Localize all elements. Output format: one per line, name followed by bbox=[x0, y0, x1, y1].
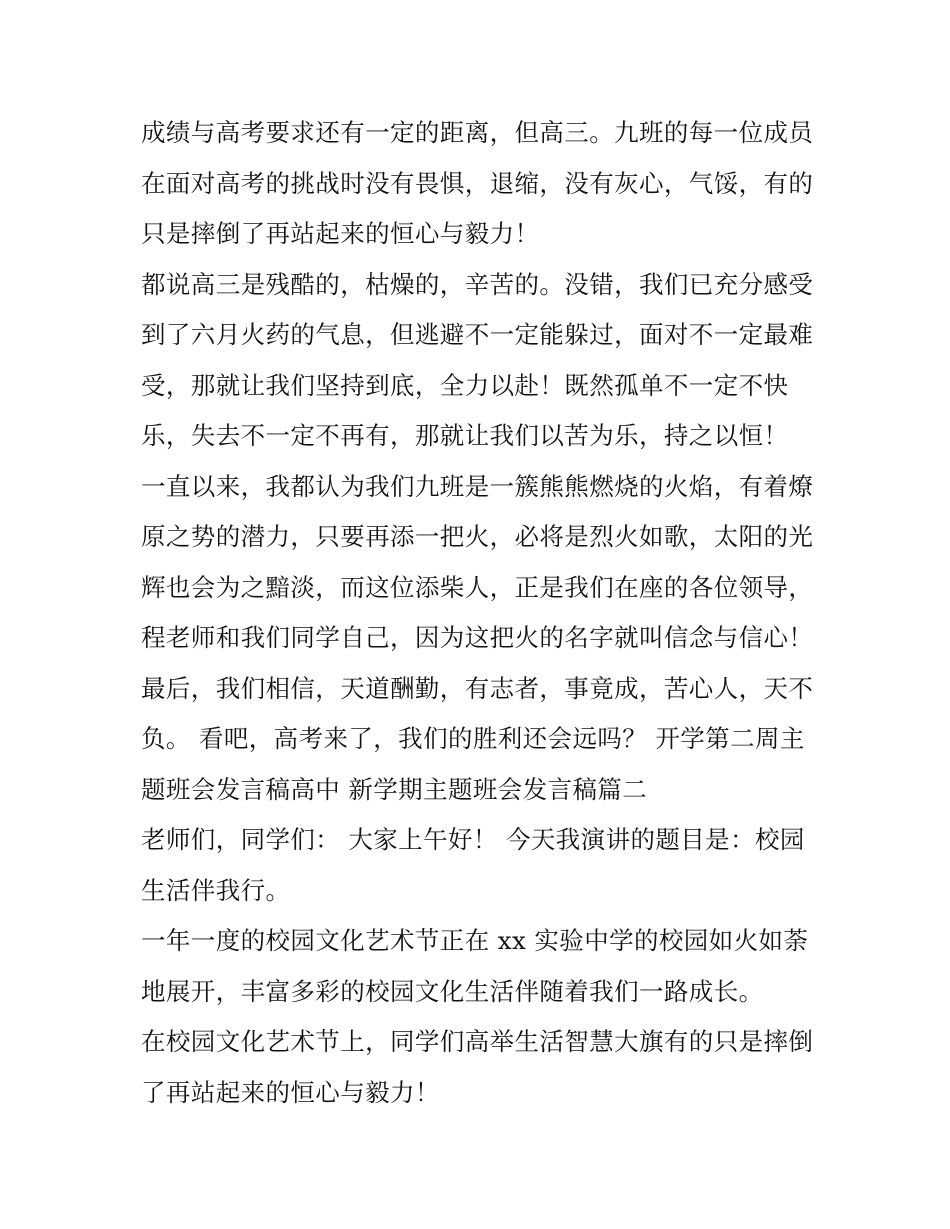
text-line: 辉也会为之黯淡，而这位添柴人，正是我们在座的各位领导， bbox=[141, 572, 814, 602]
text-line: 生活伴我行。 bbox=[141, 875, 291, 905]
text-line: 了再站起来的恒心与毅力！ bbox=[141, 1077, 440, 1107]
text-line: 一直以来，我都认为我们九班是一簇熊熊燃烧的火焰，有着燎 bbox=[141, 471, 814, 501]
text-line: 在校园文化艺术节上，同学们高举生活智慧大旗有的只是摔倒 bbox=[141, 1027, 814, 1056]
text-line: 只是摔倒了再站起来的恒心与毅力！ bbox=[141, 219, 540, 248]
text-line: 一年一度的校园文化艺术节正在 xx 实验中学的校园如火如荼 bbox=[141, 926, 809, 955]
text-line: 程老师和我们同学自己，因为这把火的名字就叫信念与信心！ bbox=[141, 623, 814, 652]
text-line: 负。 看吧，高考来了，我们的胜利还会远吗？ 开学第二周主 bbox=[141, 724, 805, 753]
text-line: 成绩与高考要求还有一定的距离，但高三。九班的每一位成员 bbox=[141, 118, 814, 147]
text-line: 都说高三是残酷的，枯燥的，辛苦的。没错，我们已充分感受 bbox=[141, 269, 814, 299]
text-line: 到了六月火药的气息，但逃避不一定能躲过，面对不一定最难 bbox=[141, 320, 814, 349]
text-line: 在面对高考的挑战时没有畏惧，退缩，没有灰心，气馁，有的 bbox=[141, 168, 814, 198]
text-line: 地展开，丰富多彩的校园文化生活伴随着我们一路成长。 bbox=[141, 976, 764, 1006]
text-line: 原之势的潜力，只要再添一把火，必将是烈火如歌，太阳的光 bbox=[141, 522, 814, 551]
document-body bbox=[141, 108, 821, 1118]
text-line: 老师们，同学们： 大家上午好！ 今天我演讲的题目是：校园 bbox=[141, 825, 805, 854]
text-line: 受，那就让我们坚持到底，全力以赴！既然孤单不一定不快 bbox=[141, 370, 789, 400]
text-line: 乐，失去不一定不再有，那就让我们以苦为乐，持之以恒！ bbox=[141, 421, 789, 450]
text-line: 题班会发言稿高中 新学期主题班会发言稿篇二 bbox=[141, 774, 648, 804]
text-line: 最后，我们相信，天道酬勤，有志者，事竟成，苦心人，天不 bbox=[141, 673, 814, 703]
